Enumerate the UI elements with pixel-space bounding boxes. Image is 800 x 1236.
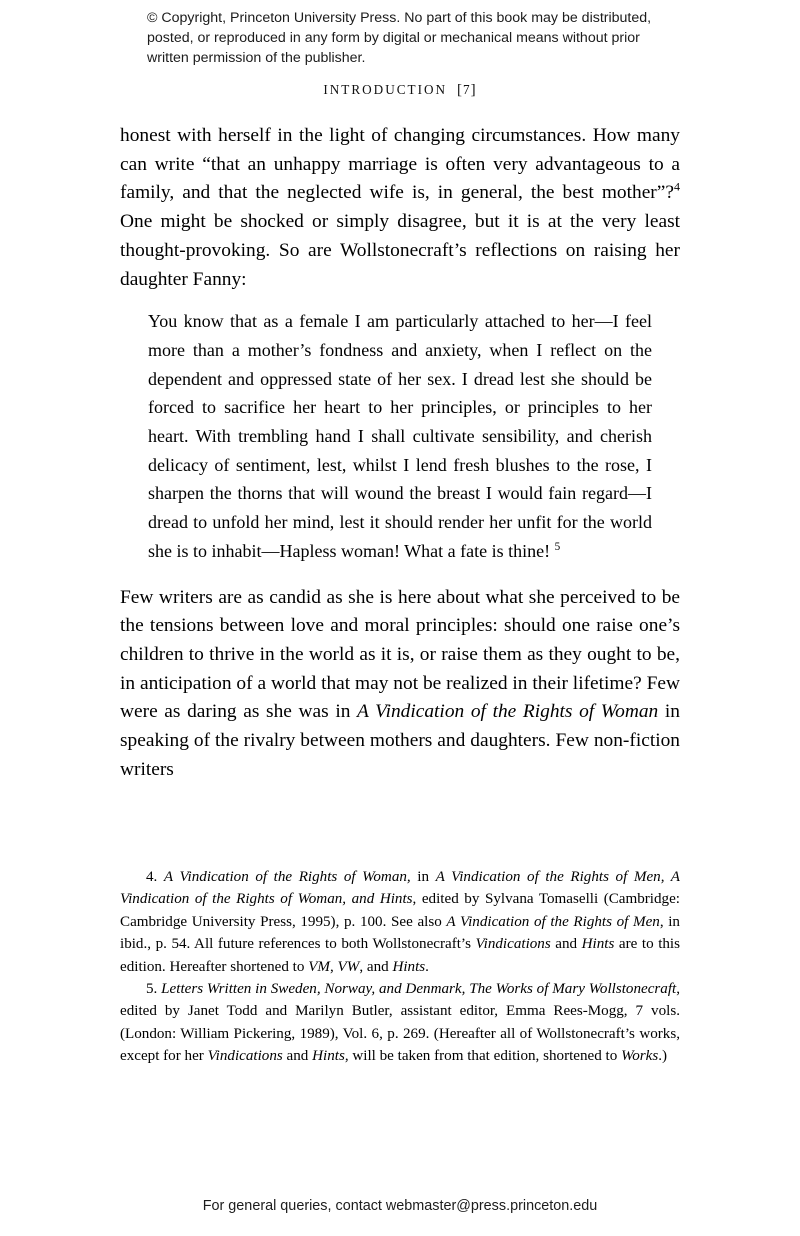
footnote-4-seg-14: , and xyxy=(359,958,393,975)
footnote-ref-5[interactable]: 5 xyxy=(554,540,561,553)
paragraph-1-part-1: honest with herself in the light of changing circumstances. How many can write “that an unhappy marriage is often very advantageous to a family, and that the neglected wife is, in general, the best mother”? xyxy=(120,125,680,204)
footnote-4-number: 4. xyxy=(146,869,158,885)
footnote-4-seg-6: , in ibid., p. 54. All future references to both Wollstonecraft’s xyxy=(120,913,680,953)
footer-queries-notice: For general queries, contact webmaster@press.princeton.edu xyxy=(202,1198,598,1214)
page-number: 7 xyxy=(463,82,471,97)
copyright-notice: © Copyright, Princeton University Press. No part of this book may be distributed, posted, or reproduced in any form by digital or mechanical means without prior written permission of the publisher. xyxy=(147,10,652,67)
footnote-4-seg-16: . xyxy=(425,958,429,975)
block-quote xyxy=(148,307,652,565)
footnote-5-seg-8: .) xyxy=(658,1048,668,1065)
footnote-4-seg-11: VM xyxy=(308,958,330,975)
footnote-4-seg-1: A Vindication of the Rights of Woman, xyxy=(163,869,411,885)
footnote-4-seg-5: A Vindication of the Rights of Men xyxy=(446,913,660,930)
footnote-4-seg-13: VW xyxy=(337,958,360,975)
main-text-block xyxy=(120,122,680,784)
footnote-5-number: 5. xyxy=(146,981,158,998)
footnote-4-seg-15: Hints xyxy=(392,958,426,975)
footnote-4-seg-7: Vindications xyxy=(475,936,551,953)
paragraph-2-italic-title: A Vindication of the Rights of Woman xyxy=(357,701,659,723)
paragraph-2-part-2: in speaking of the rivalry between mothers and daughters. Few non-fiction writers xyxy=(120,701,680,780)
paragraph-continuation xyxy=(120,122,680,294)
footnote-4-seg-10: are to this edition. Hereafter shortened to xyxy=(120,936,680,975)
footnote-item-4 xyxy=(120,866,680,978)
block-quote-text: You know that as a female I am particularly attached to her—I feel more than a mother’s fondness and anxiety, when I reflect on the dependent and oppressed state of her sex. I dread lest she should be forced to sacrifice her heart to her principles, or principles to her heart. With trembling hand I shall cultivate sensibility, and cherish delicacy of sentiment, lest, whilst I lend fresh blushes to the rose, I sharpen the thorns that will wound the breast I would fain regard—I dread to unfold her mind, lest it should render her unfit for the world she is to inhabit—Hapless woman! What a fate is thine! xyxy=(148,311,652,561)
paragraph-1-part-2: One might be shocked or simply disagree, but it is at the very least thought-provoking. So are Wollstonecraft’s reflections on raising her daughter Fanny: xyxy=(120,211,680,290)
running-head-section: INTRODUCTION xyxy=(323,82,448,97)
footnote-5-seg-6: , will be taken from that edition, shortened to xyxy=(344,1048,622,1065)
footnote-5-seg-5: Hints xyxy=(312,1048,345,1065)
running-head xyxy=(0,82,800,99)
footnotes-section xyxy=(120,866,680,1068)
footnote-5-seg-2: , edited by Janet Todd and Marilyn Butler, assistant editor, Emma Rees-Mogg, 7 vols. (London: William Pickering, 1989), Vol. 6, p. 269. (Hereafter all of Wollstonecraft’s works, except for her xyxy=(120,981,680,1065)
footnote-4-seg-3: A Vindication of the Rights of Men, A Vindication of the Rights of Woman, and Hints xyxy=(120,869,680,908)
footnote-4-seg-2: in xyxy=(410,869,436,885)
paragraph-2 xyxy=(120,584,680,785)
block-quote-wrapper xyxy=(120,294,680,583)
footnote-4-seg-4: , edited by Sylvana Tomaselli (Cambridge: Cambridge University Press, 1995), p. 100. See also xyxy=(120,891,680,930)
bracket-open: [ xyxy=(457,82,464,98)
footnote-5-seg-7: Works xyxy=(621,1048,659,1065)
footnote-5-seg-1: Letters Written in Sweden, Norway, and Denmark, The Works of Mary Wollstonecraft xyxy=(161,981,677,998)
footnote-ref-4[interactable]: 4 xyxy=(673,179,680,194)
page-folio xyxy=(457,82,477,97)
footnote-4-seg-9: Hints xyxy=(581,936,615,953)
footnote-4-seg-12: , xyxy=(329,958,338,975)
footnote-4-seg-8: and xyxy=(550,936,582,953)
footnote-5-seg-3: Vindications xyxy=(207,1048,283,1065)
paragraph-2-part-1: Few writers are as candid as she is here about what she perceived to be the tensions between love and moral principles: should one raise one’s children to thrive in the world as it is, or raise them as they ought to be, in anticipation of a world that may not be realized in their lifetime? Few were as daring as she was in xyxy=(120,586,680,723)
footnote-item-5 xyxy=(120,978,680,1068)
footnote-5-seg-4: and xyxy=(282,1048,313,1065)
bracket-close: ] xyxy=(470,82,477,98)
